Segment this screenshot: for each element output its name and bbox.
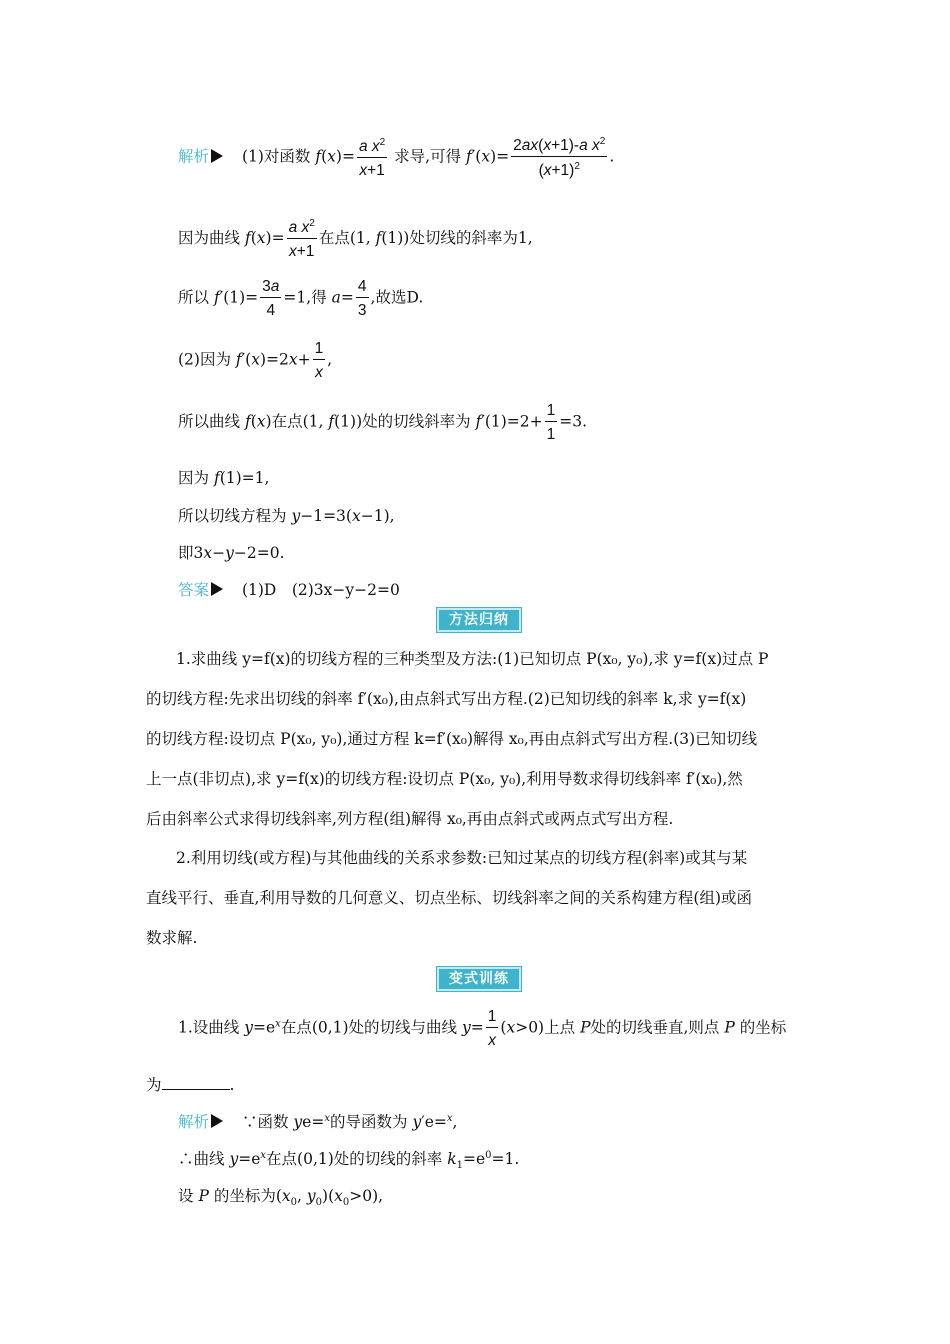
- analysis-label: 解析: [178, 1113, 210, 1131]
- answer-line: [178, 578, 400, 600]
- variant-question-line-1: 1.设曲线 $y=e^x$在点(0,1)处的切线与曲线 y= $\frac{1}{x}$ (x>0)上点 P处的切线垂直,则点 P 的坐标: [178, 1008, 787, 1050]
- solution-line-6: 因为 f(1)=1,: [178, 469, 270, 487]
- method-p1-line: 后由斜率公式求得切线斜率,列方程(组)解得 x₀,再由点斜式或两点式写出方程.: [146, 810, 674, 828]
- fraction: $\frac{1}{x}$: [487, 1008, 497, 1050]
- method-p2-line: 数求解.: [146, 929, 198, 947]
- method-p1-line: 的切线方程:先求出切线的斜率 f′(x₀),由点斜式写出方程.(2)已知切线的斜率 k,求 y=f(x): [146, 690, 747, 708]
- method-p1-line: 1.求曲线 y=f(x)的切线方程的三种类型及方法:(1)已知切点 P(x₀, y₀),求 y=f(x)过点 P: [176, 650, 769, 668]
- solution-line-8: 即3x−y−2=0.: [178, 544, 285, 562]
- solution-line-1: 解析 (1)对函数 f(x)= $\frac{a x^2}{x+1}$ 求导,可得 f′(x)= $\frac{2ax(x+1)-a x^2}{(x+1)^2}$ .: [178, 136, 615, 180]
- solution-line-2: 因为曲线 f(x)= $\frac{a x^2}{x+1}$ 在点(1, f(1))处切线的斜率为1,: [178, 218, 533, 261]
- analysis-label: 解析: [178, 147, 210, 166]
- fraction: $\frac{1}{x}$: [314, 340, 324, 382]
- section-header-method: 方法归纳: [437, 608, 521, 632]
- fraction: $\frac{a x^2}{x+1}$: [358, 136, 386, 179]
- answer-label: 答案: [178, 581, 210, 599]
- fraction: $\frac{1}{1}$: [546, 402, 556, 444]
- variant-analysis-line-1: 解析 ∵函数 ye=$^x$的导函数为 y′e=$^x$,: [178, 1112, 458, 1131]
- solution-line-5: 所以曲线 f(x)在点(1, f(1))处的切线斜率为 f′(1)=2+ $\frac{1}{1}$ =3.: [178, 402, 588, 444]
- method-p2-line: 2.利用切线(或方程)与其他曲线的关系求参数:已知过某点的切线方程(斜率)或其与某: [176, 849, 748, 867]
- variant-analysis-line-3: 设 P 的坐标为($x_0$, $y_0)(x_0>0)$,: [178, 1187, 384, 1209]
- solution-line-3: 所以 f′(1)= $\frac{3a}{4}$ =1,得 a= $\frac{4}{3}$ ,故选D.: [178, 278, 424, 320]
- variant-analysis-line-2: ∴曲线 $y=e^x$在点(0,1)处的切线的斜率 $k_1=e^0=1$.: [178, 1149, 520, 1172]
- fraction: $\frac{2ax(x+1)-a x^2}{(x+1)^2}$: [513, 136, 606, 180]
- solution-line-7: 所以切线方程为 y−1=3(x−1),: [178, 507, 395, 525]
- method-p1-line: 的切线方程:设切点 P(x₀, y₀),通过方程 k=f′(x₀)解得 x₀,再由点斜式写出方程.(3)已知切线: [146, 730, 758, 748]
- variant-question-line-2: 为 .: [146, 1076, 235, 1094]
- fraction: $\frac{a x^2}{x+1}$: [288, 218, 315, 261]
- triangle-icon: [211, 1114, 223, 1128]
- answer-text: (1)D (2)3x−y−2=0: [241, 581, 400, 599]
- fraction: $\frac{3a}{4}$: [262, 278, 280, 320]
- triangle-icon: [211, 149, 223, 163]
- section-header-variant: 变式训练: [437, 967, 521, 991]
- solution-line-4: (2)因为 f′(x)=2x+ $\frac{1}{x}$ ,: [178, 340, 333, 382]
- triangle-icon: [211, 582, 223, 596]
- method-p2-line: 直线平行、垂直,利用导数的几何意义、切点坐标、切线斜率之间的关系构建方程(组)或函: [146, 889, 753, 907]
- method-paragraph-2: [146, 838, 806, 958]
- method-paragraph-1: [146, 639, 806, 839]
- answer-blank: [162, 1089, 230, 1090]
- fraction: $\frac{4}{3}$: [357, 278, 367, 320]
- method-p1-line: 上一点(非切点),求 y=f(x)的切线方程:设切点 P(x₀, y₀),利用导数求得切线斜率 f′(x₀),然: [146, 770, 743, 788]
